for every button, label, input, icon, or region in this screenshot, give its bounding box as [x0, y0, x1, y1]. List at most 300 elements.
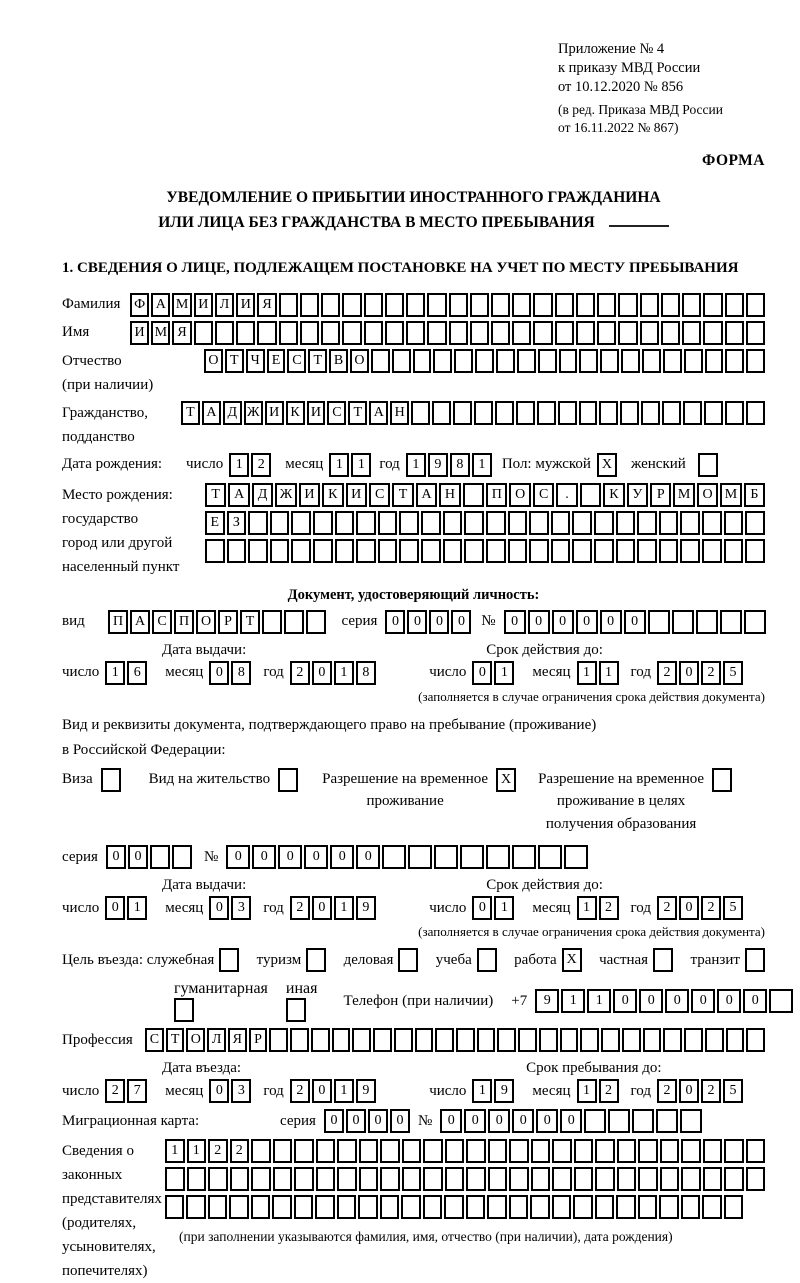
char-box[interactable]: И: [346, 483, 367, 507]
char-box[interactable]: 0: [472, 661, 492, 685]
char-box[interactable]: [656, 1109, 678, 1133]
char-box[interactable]: [746, 1167, 766, 1191]
char-box[interactable]: [617, 1167, 637, 1191]
char-box[interactable]: [453, 401, 472, 425]
char-box[interactable]: [681, 1195, 700, 1219]
char-box[interactable]: [205, 539, 225, 563]
char-box[interactable]: [533, 293, 552, 317]
char-box[interactable]: [745, 948, 765, 972]
char-box[interactable]: Т: [205, 483, 226, 507]
char-box[interactable]: [681, 1167, 701, 1191]
char-box[interactable]: [638, 1195, 657, 1219]
char-box[interactable]: [746, 293, 765, 317]
char-box[interactable]: Я: [257, 293, 276, 317]
char-box[interactable]: [359, 1139, 379, 1163]
char-box[interactable]: [552, 1139, 572, 1163]
char-box[interactable]: [724, 1195, 743, 1219]
char-box[interactable]: 0: [312, 896, 332, 920]
char-box[interactable]: С: [327, 401, 346, 425]
char-box[interactable]: [703, 321, 722, 345]
char-box[interactable]: А: [228, 483, 249, 507]
char-box[interactable]: 0: [304, 845, 328, 869]
char-box[interactable]: [725, 293, 744, 317]
char-box[interactable]: [273, 1167, 293, 1191]
char-box[interactable]: [356, 539, 376, 563]
char-box[interactable]: [663, 349, 682, 373]
char-box[interactable]: [445, 1167, 465, 1191]
char-box[interactable]: [539, 1028, 558, 1052]
char-box[interactable]: [661, 321, 680, 345]
char-box[interactable]: С: [369, 483, 390, 507]
char-box[interactable]: [270, 539, 290, 563]
char-box[interactable]: 1: [577, 896, 597, 920]
char-box[interactable]: [399, 511, 419, 535]
char-box[interactable]: 0: [536, 1109, 558, 1133]
char-box[interactable]: 1: [561, 989, 585, 1013]
char-box[interactable]: X: [597, 453, 617, 477]
char-box[interactable]: 9: [494, 1079, 514, 1103]
char-box[interactable]: А: [151, 293, 170, 317]
char-box[interactable]: [573, 1195, 592, 1219]
char-box[interactable]: [531, 1167, 551, 1191]
char-box[interactable]: [284, 610, 304, 634]
char-box[interactable]: М: [172, 293, 191, 317]
char-box[interactable]: 0: [679, 896, 699, 920]
char-box[interactable]: [638, 1139, 658, 1163]
char-box[interactable]: [486, 845, 510, 869]
char-box[interactable]: [660, 1139, 680, 1163]
char-box[interactable]: [454, 349, 473, 373]
char-box[interactable]: [683, 401, 702, 425]
char-box[interactable]: 0: [209, 661, 229, 685]
char-box[interactable]: [401, 1195, 420, 1219]
char-box[interactable]: [621, 349, 640, 373]
char-box[interactable]: [682, 293, 701, 317]
char-box[interactable]: 1: [472, 453, 492, 477]
char-box[interactable]: [558, 401, 577, 425]
char-box[interactable]: [306, 948, 326, 972]
char-box[interactable]: 0: [691, 989, 715, 1013]
char-box[interactable]: П: [174, 610, 194, 634]
char-box[interactable]: 1: [472, 1079, 492, 1103]
char-box[interactable]: [364, 321, 383, 345]
char-box[interactable]: [165, 1195, 184, 1219]
char-box[interactable]: [642, 349, 661, 373]
char-box[interactable]: [682, 321, 701, 345]
char-box[interactable]: [456, 1028, 475, 1052]
char-box[interactable]: [622, 1028, 641, 1052]
char-box[interactable]: Р: [249, 1028, 268, 1052]
char-box[interactable]: [637, 511, 657, 535]
char-box[interactable]: [470, 321, 489, 345]
char-box[interactable]: Я: [172, 321, 191, 345]
char-box[interactable]: [373, 1028, 392, 1052]
char-box[interactable]: [380, 1167, 400, 1191]
char-box[interactable]: [538, 845, 562, 869]
char-box[interactable]: 2: [701, 661, 721, 685]
char-box[interactable]: [378, 539, 398, 563]
char-box[interactable]: [512, 321, 531, 345]
char-box[interactable]: [427, 321, 446, 345]
char-box[interactable]: [580, 1028, 599, 1052]
char-box[interactable]: [172, 845, 192, 869]
char-box[interactable]: О: [204, 349, 223, 373]
char-box[interactable]: [316, 1167, 336, 1191]
char-box[interactable]: [703, 293, 722, 317]
char-box[interactable]: Е: [205, 511, 225, 535]
char-box[interactable]: [460, 845, 484, 869]
char-box[interactable]: [423, 1195, 442, 1219]
char-box[interactable]: 0: [639, 989, 663, 1013]
char-box[interactable]: [272, 1195, 291, 1219]
char-box[interactable]: [486, 511, 506, 535]
char-box[interactable]: [746, 321, 765, 345]
char-box[interactable]: [248, 539, 268, 563]
char-box[interactable]: [574, 1167, 594, 1191]
char-box[interactable]: [278, 768, 298, 792]
char-box[interactable]: [564, 845, 588, 869]
char-box[interactable]: [406, 321, 425, 345]
char-box[interactable]: [165, 1167, 185, 1191]
char-box[interactable]: [555, 293, 574, 317]
char-box[interactable]: М: [673, 483, 694, 507]
char-box[interactable]: [294, 1167, 314, 1191]
char-box[interactable]: [601, 1028, 620, 1052]
char-box[interactable]: [746, 401, 765, 425]
char-box[interactable]: [337, 1195, 356, 1219]
char-box[interactable]: 1: [577, 1079, 597, 1103]
char-box[interactable]: Т: [240, 610, 260, 634]
char-box[interactable]: О: [509, 483, 530, 507]
char-box[interactable]: А: [202, 401, 221, 425]
char-box[interactable]: [496, 349, 515, 373]
char-box[interactable]: [434, 845, 458, 869]
char-box[interactable]: [641, 401, 660, 425]
char-box[interactable]: [332, 1028, 351, 1052]
char-box[interactable]: 0: [743, 989, 767, 1013]
char-box[interactable]: [279, 321, 298, 345]
char-box[interactable]: 0: [346, 1109, 366, 1133]
char-box[interactable]: 0: [472, 896, 492, 920]
char-box[interactable]: 0: [209, 1079, 229, 1103]
char-box[interactable]: [219, 948, 239, 972]
char-box[interactable]: [443, 511, 463, 535]
char-box[interactable]: 5: [723, 1079, 743, 1103]
char-box[interactable]: 2: [657, 1079, 677, 1103]
char-box[interactable]: [638, 1167, 658, 1191]
char-box[interactable]: [423, 1139, 443, 1163]
char-box[interactable]: [273, 1139, 293, 1163]
char-box[interactable]: Ф: [130, 293, 149, 317]
char-box[interactable]: [680, 511, 700, 535]
char-box[interactable]: [560, 1028, 579, 1052]
char-box[interactable]: [444, 1195, 463, 1219]
char-box[interactable]: 0: [528, 610, 550, 634]
char-box[interactable]: [579, 349, 598, 373]
char-box[interactable]: [531, 1139, 551, 1163]
char-box[interactable]: [659, 511, 679, 535]
char-box[interactable]: [702, 1195, 721, 1219]
char-box[interactable]: [337, 1139, 357, 1163]
char-box[interactable]: 1: [351, 453, 371, 477]
char-box[interactable]: Т: [308, 349, 327, 373]
char-box[interactable]: [257, 321, 276, 345]
char-box[interactable]: [724, 511, 744, 535]
char-box[interactable]: [150, 845, 170, 869]
char-box[interactable]: [495, 401, 514, 425]
char-box[interactable]: У: [627, 483, 648, 507]
char-box[interactable]: [662, 401, 681, 425]
char-box[interactable]: И: [194, 293, 213, 317]
char-box[interactable]: 0: [252, 845, 276, 869]
char-box[interactable]: [470, 293, 489, 317]
char-box[interactable]: 9: [356, 1079, 376, 1103]
char-box[interactable]: [174, 998, 194, 1022]
char-box[interactable]: [352, 1028, 371, 1052]
char-box[interactable]: X: [496, 768, 516, 792]
char-box[interactable]: [572, 511, 592, 535]
char-box[interactable]: [186, 1195, 205, 1219]
char-box[interactable]: 0: [312, 661, 332, 685]
char-box[interactable]: [488, 1167, 508, 1191]
char-box[interactable]: 0: [717, 989, 741, 1013]
char-box[interactable]: [474, 401, 493, 425]
char-box[interactable]: С: [145, 1028, 164, 1052]
char-box[interactable]: [572, 539, 592, 563]
char-box[interactable]: Р: [650, 483, 671, 507]
char-box[interactable]: [599, 401, 618, 425]
char-box[interactable]: Д: [223, 401, 242, 425]
char-box[interactable]: И: [236, 293, 255, 317]
char-box[interactable]: [487, 1195, 506, 1219]
char-box[interactable]: 2: [701, 1079, 721, 1103]
char-box[interactable]: [512, 845, 536, 869]
char-box[interactable]: [294, 1139, 314, 1163]
char-box[interactable]: [559, 349, 578, 373]
char-box[interactable]: [537, 401, 556, 425]
char-box[interactable]: [378, 511, 398, 535]
char-box[interactable]: [508, 539, 528, 563]
char-box[interactable]: [356, 511, 376, 535]
char-box[interactable]: 0: [105, 896, 125, 920]
char-box[interactable]: [208, 1167, 228, 1191]
char-box[interactable]: Ж: [244, 401, 263, 425]
char-box[interactable]: [230, 1167, 250, 1191]
char-box[interactable]: 7: [127, 1079, 147, 1103]
char-box[interactable]: 1: [577, 661, 597, 685]
char-box[interactable]: Т: [225, 349, 244, 373]
char-box[interactable]: [512, 293, 531, 317]
char-box[interactable]: Ж: [275, 483, 296, 507]
char-box[interactable]: [576, 293, 595, 317]
char-box[interactable]: [533, 321, 552, 345]
char-box[interactable]: [509, 1195, 528, 1219]
char-box[interactable]: [746, 1139, 766, 1163]
char-box[interactable]: X: [562, 948, 582, 972]
char-box[interactable]: 1: [334, 1079, 354, 1103]
char-box[interactable]: Д: [252, 483, 273, 507]
char-box[interactable]: Т: [348, 401, 367, 425]
char-box[interactable]: [463, 483, 484, 507]
char-box[interactable]: М: [151, 321, 170, 345]
char-box[interactable]: [415, 1028, 434, 1052]
char-box[interactable]: [364, 293, 383, 317]
char-box[interactable]: [300, 293, 319, 317]
char-box[interactable]: [576, 321, 595, 345]
char-box[interactable]: [684, 349, 703, 373]
char-box[interactable]: [552, 1195, 571, 1219]
char-box[interactable]: [746, 349, 765, 373]
char-box[interactable]: А: [416, 483, 437, 507]
char-box[interactable]: Л: [207, 1028, 226, 1052]
char-box[interactable]: [637, 539, 657, 563]
char-box[interactable]: И: [130, 321, 149, 345]
char-box[interactable]: 0: [504, 610, 526, 634]
char-box[interactable]: [661, 293, 680, 317]
char-box[interactable]: М: [720, 483, 741, 507]
char-box[interactable]: .: [556, 483, 577, 507]
char-box[interactable]: 2: [105, 1079, 125, 1103]
char-box[interactable]: [659, 1195, 678, 1219]
char-box[interactable]: [551, 511, 571, 535]
char-box[interactable]: [529, 539, 549, 563]
char-box[interactable]: [411, 401, 430, 425]
char-box[interactable]: [300, 321, 319, 345]
char-box[interactable]: [618, 321, 637, 345]
char-box[interactable]: 2: [290, 896, 310, 920]
char-box[interactable]: [518, 1028, 537, 1052]
char-box[interactable]: [725, 401, 744, 425]
char-box[interactable]: 0: [679, 661, 699, 685]
char-box[interactable]: [724, 539, 744, 563]
char-box[interactable]: [466, 1195, 485, 1219]
char-box[interactable]: [616, 511, 636, 535]
char-box[interactable]: [617, 1139, 637, 1163]
char-box[interactable]: С: [287, 349, 306, 373]
char-box[interactable]: [530, 1195, 549, 1219]
char-box[interactable]: [335, 539, 355, 563]
char-box[interactable]: [337, 1167, 357, 1191]
char-box[interactable]: [464, 511, 484, 535]
char-box[interactable]: [744, 610, 766, 634]
char-box[interactable]: [229, 1195, 248, 1219]
char-box[interactable]: [382, 845, 406, 869]
char-box[interactable]: [517, 349, 536, 373]
char-box[interactable]: Я: [228, 1028, 247, 1052]
char-box[interactable]: [449, 293, 468, 317]
char-box[interactable]: [653, 948, 673, 972]
char-box[interactable]: 1: [329, 453, 349, 477]
char-box[interactable]: [208, 1195, 227, 1219]
char-box[interactable]: [703, 1139, 723, 1163]
char-box[interactable]: 0: [312, 1079, 332, 1103]
char-box[interactable]: [194, 321, 213, 345]
char-box[interactable]: [227, 539, 247, 563]
char-box[interactable]: [696, 610, 718, 634]
char-box[interactable]: [663, 1028, 682, 1052]
char-box[interactable]: К: [286, 401, 305, 425]
char-box[interactable]: [290, 1028, 309, 1052]
char-box[interactable]: 9: [535, 989, 559, 1013]
char-box[interactable]: [477, 1028, 496, 1052]
char-box[interactable]: [315, 1195, 334, 1219]
char-box[interactable]: [594, 539, 614, 563]
char-box[interactable]: О: [196, 610, 216, 634]
char-box[interactable]: А: [130, 610, 150, 634]
char-box[interactable]: 1: [229, 453, 249, 477]
char-box[interactable]: [632, 1109, 654, 1133]
char-box[interactable]: [486, 539, 506, 563]
char-box[interactable]: [248, 511, 268, 535]
char-box[interactable]: 2: [657, 896, 677, 920]
char-box[interactable]: 1: [494, 896, 514, 920]
char-box[interactable]: [720, 610, 742, 634]
char-box[interactable]: [594, 511, 614, 535]
char-box[interactable]: [597, 321, 616, 345]
char-box[interactable]: [402, 1139, 422, 1163]
char-box[interactable]: П: [108, 610, 128, 634]
char-box[interactable]: [584, 1109, 606, 1133]
char-box[interactable]: 2: [251, 453, 271, 477]
char-box[interactable]: 8: [356, 661, 376, 685]
char-box[interactable]: [101, 768, 121, 792]
char-box[interactable]: [600, 349, 619, 373]
char-box[interactable]: [698, 453, 718, 477]
char-box[interactable]: С: [533, 483, 554, 507]
char-box[interactable]: [555, 321, 574, 345]
char-box[interactable]: 6: [127, 661, 147, 685]
char-box[interactable]: Т: [181, 401, 200, 425]
char-box[interactable]: 0: [665, 989, 689, 1013]
char-box[interactable]: [703, 1167, 723, 1191]
char-box[interactable]: 0: [552, 610, 574, 634]
char-box[interactable]: 0: [226, 845, 250, 869]
char-box[interactable]: [385, 321, 404, 345]
char-box[interactable]: 0: [209, 896, 229, 920]
char-box[interactable]: [509, 1139, 529, 1163]
char-box[interactable]: 0: [106, 845, 126, 869]
char-box[interactable]: 9: [428, 453, 448, 477]
char-box[interactable]: [640, 321, 659, 345]
char-box[interactable]: 0: [451, 610, 471, 634]
char-box[interactable]: [394, 1028, 413, 1052]
char-box[interactable]: [509, 1167, 529, 1191]
char-box[interactable]: [620, 401, 639, 425]
char-box[interactable]: [497, 1028, 516, 1052]
char-box[interactable]: 5: [723, 896, 743, 920]
char-box[interactable]: 1: [334, 661, 354, 685]
char-box[interactable]: [680, 1109, 702, 1133]
char-box[interactable]: 1: [187, 1139, 207, 1163]
char-box[interactable]: 1: [165, 1139, 185, 1163]
char-box[interactable]: 0: [600, 610, 622, 634]
char-box[interactable]: К: [603, 483, 624, 507]
char-box[interactable]: [640, 293, 659, 317]
char-box[interactable]: [705, 349, 724, 373]
char-box[interactable]: 0: [613, 989, 637, 1013]
char-box[interactable]: П: [486, 483, 507, 507]
char-box[interactable]: [648, 610, 670, 634]
char-box[interactable]: [466, 1167, 486, 1191]
char-box[interactable]: 0: [624, 610, 646, 634]
char-box[interactable]: 1: [105, 661, 125, 685]
char-box[interactable]: [745, 539, 765, 563]
char-box[interactable]: [702, 511, 722, 535]
char-box[interactable]: Н: [390, 401, 409, 425]
char-box[interactable]: [445, 1139, 465, 1163]
char-box[interactable]: [215, 321, 234, 345]
char-box[interactable]: [643, 1028, 662, 1052]
